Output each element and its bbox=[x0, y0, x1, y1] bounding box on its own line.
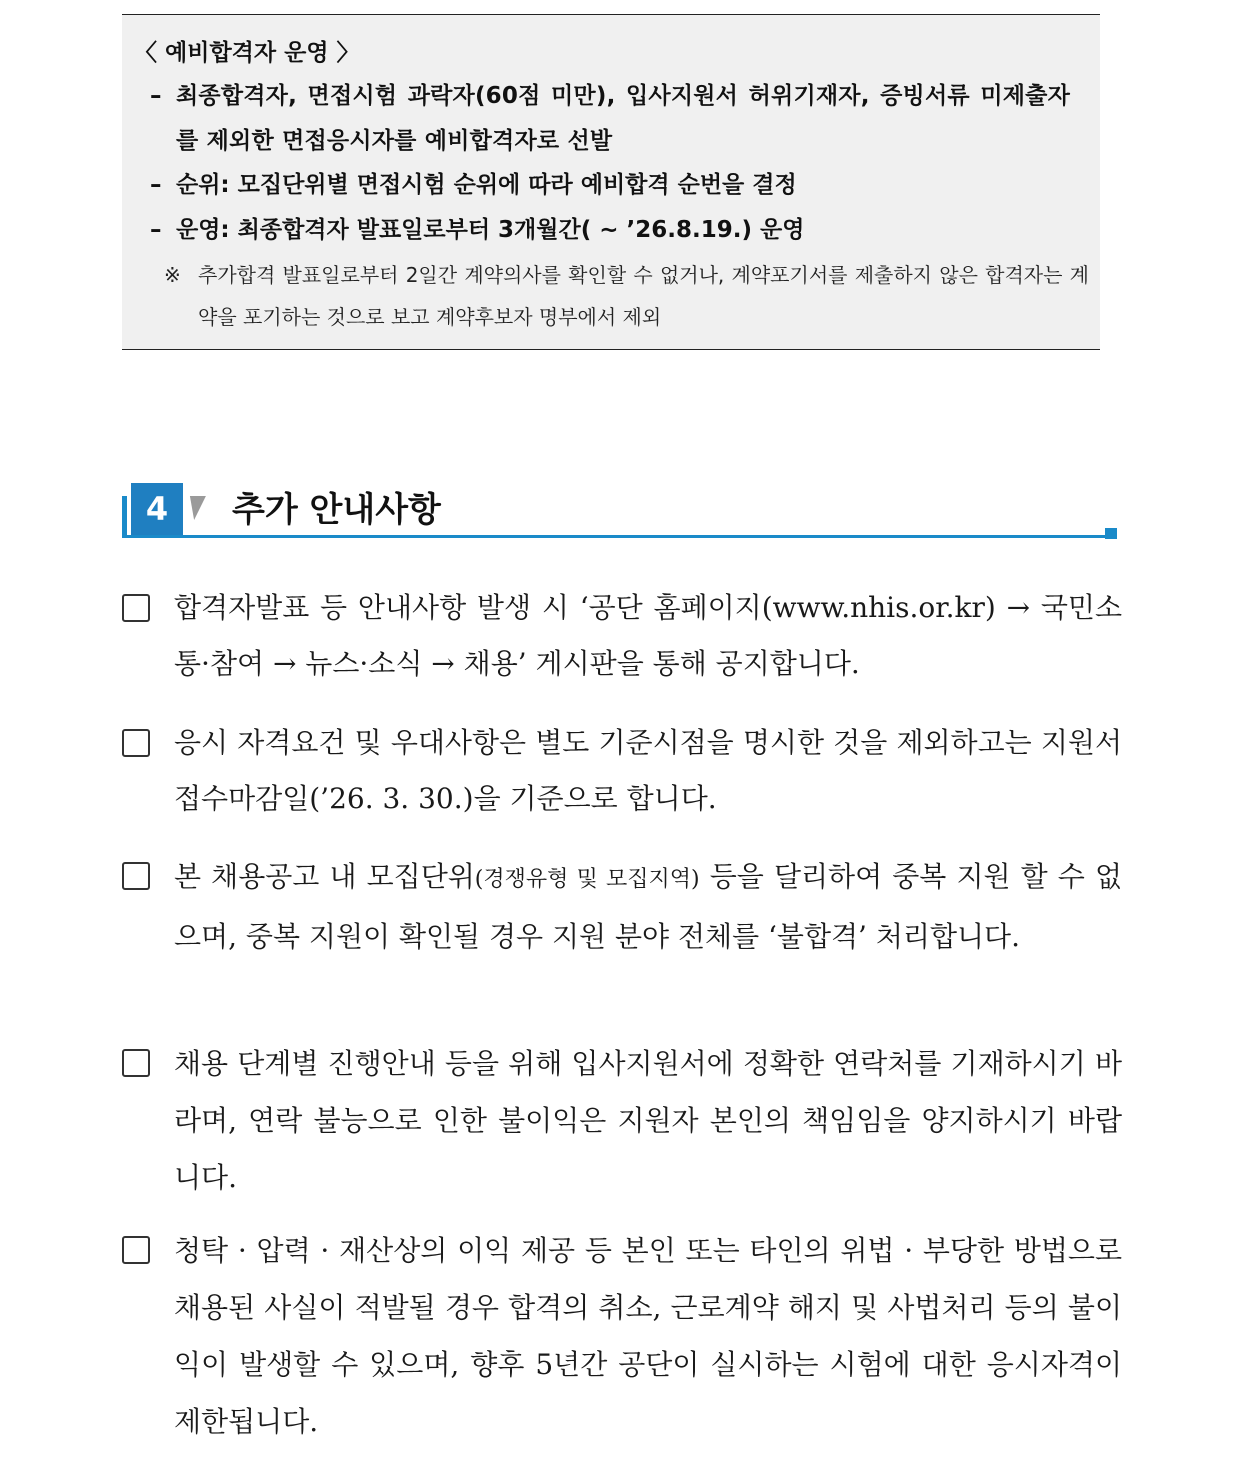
section-number: 4 bbox=[131, 483, 183, 535]
checkbox-icon bbox=[122, 594, 150, 622]
section-end-square bbox=[1105, 528, 1117, 539]
notice-text-part: 본 채용공고 내 모집단위 bbox=[174, 860, 475, 893]
notice-text: 응시 자격요건 및 우대사항은 별도 기준시점을 명시한 것을 제외하고는 지원서 접수마감일(’26. 3. 30.)을 기준으로 합니다. bbox=[174, 726, 1122, 815]
notice-item bbox=[122, 1035, 1122, 1206]
section-bracket bbox=[122, 496, 127, 538]
notice-text-small: (경쟁유형 및 모집지역) bbox=[474, 867, 700, 892]
notice-text bbox=[174, 848, 1122, 965]
box-title: 〈 예비합격자 운영 〉 bbox=[134, 40, 360, 66]
reserve-item-text: 최종합격자, 면접시험 과락자(60점 미만), 입사지원서 허위기재자, 증빙서류 미제출자를 제외한 면접응시자를 예비합격자로 선발 bbox=[176, 83, 1070, 154]
notice-item bbox=[122, 715, 1122, 826]
reserve-item-text: 순위: 모집단위별 면접시험 순위에 따라 예비합격 순번을 결정 bbox=[176, 172, 797, 198]
reserve-item bbox=[150, 208, 804, 253]
checkbox-icon bbox=[122, 729, 150, 757]
dash-bullet: – bbox=[150, 217, 162, 243]
checkbox-icon bbox=[122, 1049, 150, 1077]
reserve-note bbox=[164, 254, 1089, 338]
section-header bbox=[122, 478, 1117, 542]
triangle-icon bbox=[182, 496, 206, 520]
checkbox-icon bbox=[122, 1236, 150, 1264]
reserve-item bbox=[150, 74, 1070, 164]
note-mark: ※ bbox=[164, 263, 181, 287]
notice-text: 합격자발표 등 안내사항 발생 시 ‘공단 홈페이지(www.nhis.or.kr) → 국민소통·참여 → 뉴스·소식 → 채용’ 게시판을 통해 공지합니다. bbox=[174, 591, 1122, 680]
section-title: 추가 안내사항 bbox=[232, 490, 441, 530]
reserve-item-text: 운영: 최종합격자 발표일로부터 3개월간( ~ ’26.8.19.) 운영 bbox=[176, 217, 805, 243]
notice-item bbox=[122, 848, 1122, 965]
reserve-note-text: 추가합격 발표일로부터 2일간 계약의사를 확인할 수 없거나, 계약포기서를 제출하지 않은 합격자는 계약을 포기하는 것으로 보고 계약후보자 명부에서 제외 bbox=[198, 263, 1089, 329]
notice-text: 채용 단계별 진행안내 등을 위해 입사지원서에 정확한 연락처를 기재하시기 바라며, 연락 불능으로 인한 불이익은 지원자 본인의 책임임을 양지하시기 바랍니다. bbox=[174, 1047, 1122, 1194]
dash-bullet: – bbox=[150, 172, 162, 198]
notice-item bbox=[122, 1222, 1122, 1450]
notice-text: 청탁 · 압력 · 재산상의 이익 제공 등 본인 또는 타인의 위법 · 부당한 방법으로 채용된 사실이 적발될 경우 합격의 취소, 근로계약 해지 및 사법처리 등의 불이익이 발생할 수 있으며, 향후 5년간 공단이 실시하는 시험에 대한 응시자격이 제한됩니다. bbox=[174, 1234, 1122, 1438]
notice-text-part: 등을 달리하여 중복 지원 할 수 없으며, 중복 지원이 확인될 경우 지원 분야 전체를 ‘불합격’ 처리합니다. bbox=[174, 860, 1122, 953]
reserve-candidate-box bbox=[122, 14, 1100, 350]
notice-item bbox=[122, 580, 1122, 691]
section-underline bbox=[122, 535, 1115, 538]
checkbox-icon bbox=[122, 862, 150, 890]
dash-bullet: – bbox=[150, 83, 162, 109]
reserve-item bbox=[150, 163, 797, 208]
